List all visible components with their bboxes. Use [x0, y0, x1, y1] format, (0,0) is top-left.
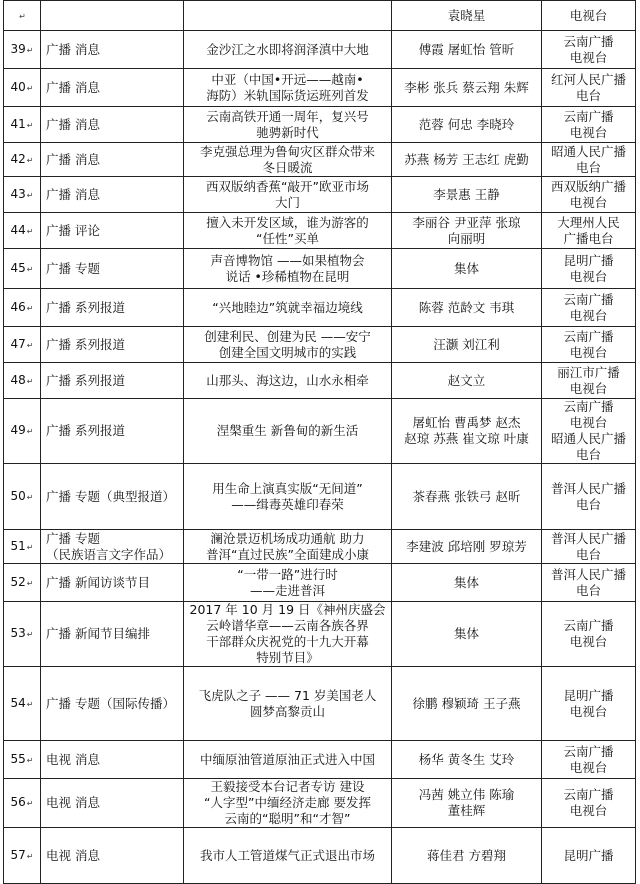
title-text: 擅入未开发区域，谁为游客的 — [206, 214, 369, 230]
unit-cell — [542, 667, 636, 741]
title-cell — [184, 741, 392, 779]
title-text: 李克强总理为鲁甸灾区群众带来 — [199, 143, 375, 159]
category-text: 广播 系列报道 — [46, 372, 125, 388]
authors-cell — [392, 249, 542, 289]
unit-text: 昭通人民广播 — [550, 431, 626, 446]
table-row — [4, 289, 636, 327]
paragraph-mark-icon: ↵ — [26, 699, 34, 709]
paragraph-mark-icon: ↵ — [26, 578, 34, 588]
paragraph-mark-icon: ↵ — [19, 11, 26, 21]
authors-text: 李彬 张兵 蔡云翔 朱辉 — [404, 79, 529, 95]
row-number-cell — [4, 667, 41, 741]
category-text: 广播 新闻访谈节目 — [46, 574, 150, 590]
unit-text: 电视台 — [569, 415, 608, 430]
category-cell — [41, 464, 184, 530]
paragraph-mark-icon: ↵ — [26, 427, 34, 436]
unit-text: 电视台 — [569, 7, 608, 23]
authors-cell — [392, 177, 542, 213]
row-number: 46 — [10, 299, 26, 314]
row-number-cell — [4, 530, 41, 564]
paragraph-mark-icon: ↵ — [26, 226, 34, 236]
category-text: 电视 消息 — [46, 847, 100, 863]
row-number-cell — [4, 779, 41, 828]
row-number-cell — [4, 399, 41, 464]
unit-cell — [542, 602, 636, 667]
title-text: “兴地睦边”筑就幸福边境线 — [212, 299, 363, 315]
unit-cell — [542, 779, 636, 828]
table-row — [4, 107, 636, 143]
title-text: 云南高铁开通一周年，复兴号 — [206, 108, 369, 124]
title-text: 特别节目》 — [256, 650, 319, 665]
title-text: 云南的“聪明”和“才智” — [224, 811, 351, 826]
authors-text: 李丽谷 尹亚萍 张琼 — [412, 214, 521, 230]
table-row — [4, 667, 636, 741]
unit-text: 电视台 — [569, 268, 608, 284]
category-text: 广播 专题（国际传播） — [46, 695, 175, 711]
authors-text: 李景惠 王静 — [433, 186, 500, 202]
row-number: 52 — [10, 574, 26, 589]
unit-cell — [542, 289, 636, 327]
authors-cell — [392, 779, 542, 828]
title-cell — [184, 464, 392, 530]
authors-text: 赵琼 苏燕 崔文琼 叶康 — [404, 431, 529, 446]
title-cell — [184, 327, 392, 363]
unit-cell — [542, 107, 636, 143]
row-number: 43 — [10, 186, 26, 201]
unit-text: 电视台 — [569, 634, 608, 649]
title-text: “一带一路”进行时 — [237, 566, 338, 582]
unit-text: 电视台 — [569, 124, 608, 140]
row-number-cell — [4, 107, 41, 143]
category-text: （民族语言文字作品） — [46, 546, 172, 562]
category-text: 广播 专题 — [46, 260, 100, 276]
table-row — [4, 602, 636, 667]
row-number: 53 — [10, 626, 26, 640]
unit-text: 云南广播 — [563, 291, 614, 307]
title-text: “任性”买单 — [256, 230, 319, 246]
authors-cell — [392, 828, 542, 884]
unit-text: 电台 — [575, 87, 601, 103]
title-cell — [184, 779, 392, 828]
paragraph-mark-icon: ↵ — [26, 630, 34, 639]
paragraph-mark-icon: ↵ — [26, 340, 34, 350]
table-row — [4, 399, 636, 464]
row-number-cell — [4, 31, 41, 69]
title-cell — [184, 249, 392, 289]
row-number: 57 — [10, 847, 26, 862]
title-text: 涅槃重生 新鲁甸的新生活 — [216, 423, 359, 438]
row-number-cell — [4, 741, 41, 779]
unit-cell — [542, 213, 636, 249]
category-cell — [41, 1, 184, 31]
authors-text: 集体 — [453, 626, 479, 641]
title-cell — [184, 363, 392, 399]
paragraph-mark-icon: ↵ — [26, 264, 34, 274]
paragraph-mark-icon: ↵ — [26, 799, 34, 808]
unit-text: 云南广播 — [563, 33, 614, 49]
unit-text: 昆明广播 — [563, 252, 614, 268]
row-number-cell — [4, 564, 41, 602]
category-cell — [41, 363, 184, 399]
title-text: 澜沧景迈机场成功通航 助力 — [210, 530, 365, 546]
category-text: 广播 消息 — [46, 116, 100, 132]
unit-text: 普洱人民广播 — [550, 480, 626, 496]
title-cell — [184, 143, 392, 177]
category-text: 广播 系列报道 — [46, 336, 125, 352]
title-text: 普洱“直过民族”全面建成小康 — [206, 546, 369, 562]
authors-text: 范蓉 何忠 李晓玲 — [418, 116, 515, 132]
row-number: 41 — [10, 116, 26, 131]
authors-cell — [392, 741, 542, 779]
title-cell — [184, 31, 392, 69]
unit-text: 普洱人民广播 — [550, 530, 626, 546]
authors-text: 李建波 邱培刚 罗琼芳 — [406, 538, 527, 554]
unit-text: 电台 — [575, 447, 601, 462]
row-number: 56 — [10, 795, 26, 809]
unit-cell — [542, 143, 636, 177]
row-number-cell — [4, 464, 41, 530]
title-text: ——缉毒英雄印春荣 — [231, 496, 344, 512]
unit-text: 电台 — [575, 582, 601, 598]
unit-cell — [542, 828, 636, 884]
title-cell — [184, 213, 392, 249]
row-number-cell — [4, 289, 41, 327]
category-cell — [41, 31, 184, 69]
row-number: 48 — [10, 372, 26, 387]
row-number-cell — [4, 602, 41, 667]
authors-text: 集体 — [453, 260, 479, 276]
title-cell — [184, 69, 392, 107]
authors-text: 徐鹏 穆颖琦 王子燕 — [412, 695, 521, 711]
paragraph-mark-icon: ↵ — [26, 851, 34, 861]
category-cell — [41, 564, 184, 602]
table-row — [4, 363, 636, 399]
authors-cell — [392, 107, 542, 143]
table-row — [4, 564, 636, 602]
authors-cell — [392, 213, 542, 249]
unit-text: 昆明广播 — [563, 687, 614, 703]
category-cell — [41, 667, 184, 741]
title-text: 声音博物馆 ——如果植物会 — [210, 252, 365, 268]
title-cell — [184, 399, 392, 464]
unit-cell — [542, 31, 636, 69]
unit-cell — [542, 1, 636, 31]
authors-cell — [392, 327, 542, 363]
unit-text: 电台 — [575, 159, 601, 175]
unit-text: 电台 — [575, 546, 601, 562]
authors-cell — [392, 399, 542, 464]
unit-text: 电视台 — [569, 703, 608, 719]
table-row — [4, 213, 636, 249]
title-text: 驰骋新时代 — [256, 124, 319, 140]
unit-text: 普洱人民广播 — [550, 566, 626, 582]
authors-text: 向丽明 — [447, 230, 486, 246]
category-cell — [41, 779, 184, 828]
row-number: 39 — [10, 41, 26, 56]
unit-text: 电视台 — [569, 759, 608, 775]
title-cell — [184, 177, 392, 213]
unit-text: 西双版纳广播 — [550, 178, 626, 194]
table-row — [4, 828, 636, 884]
authors-text: 苏燕 杨芳 王志红 虎勤 — [404, 151, 529, 167]
row-number: 50 — [10, 488, 26, 503]
unit-cell — [542, 327, 636, 363]
title-cell — [184, 667, 392, 741]
table-row — [4, 69, 636, 107]
authors-text: 茶春燕 张铁弓 赵昕 — [412, 488, 521, 504]
paragraph-mark-icon: ↵ — [26, 83, 34, 93]
category-cell — [41, 289, 184, 327]
category-cell — [41, 107, 184, 143]
title-text: 创建利民、创建为民 ——安宁 — [204, 328, 371, 344]
category-text: 广播 评论 — [46, 222, 100, 238]
title-text: 王毅接受本台记者专访 建设 — [210, 779, 365, 794]
authors-text: 傅霞 屠虹怡 管昕 — [418, 41, 515, 57]
title-text: 西双版纳香蕉“敲开”欧亚市场 — [206, 178, 369, 194]
unit-text: 电台 — [575, 496, 601, 512]
category-text: 电视 消息 — [46, 795, 100, 810]
unit-text: 云南广播 — [563, 399, 614, 414]
authors-text: 冯茜 姚立伟 陈瑜 — [418, 787, 515, 802]
category-text: 广播 消息 — [46, 79, 100, 95]
unit-text: 电视台 — [569, 380, 608, 396]
title-text: 干部群众庆祝党的十九大开幕 — [206, 634, 369, 649]
row-number-cell — [4, 327, 41, 363]
unit-cell — [542, 530, 636, 564]
authors-cell — [392, 69, 542, 107]
category-cell — [41, 177, 184, 213]
category-cell — [41, 213, 184, 249]
title-cell — [184, 602, 392, 667]
unit-text: 云南广播 — [563, 787, 614, 802]
unit-text: 云南广播 — [563, 743, 614, 759]
paragraph-mark-icon: ↵ — [26, 492, 34, 502]
unit-cell — [542, 177, 636, 213]
unit-cell — [542, 564, 636, 602]
paragraph-mark-icon: ↵ — [26, 303, 34, 313]
paragraph-mark-icon: ↵ — [26, 120, 34, 130]
unit-text: 云南广播 — [563, 618, 614, 633]
award-list-table — [3, 0, 636, 884]
title-text: 中亚（中国•开远——越南• — [211, 71, 364, 87]
table-row — [4, 779, 636, 828]
authors-text: 蒋佳君 方碧翔 — [427, 847, 506, 863]
unit-text: 云南广播 — [563, 328, 614, 344]
title-text: 冬日暖流 — [262, 159, 313, 175]
row-number-cell — [4, 69, 41, 107]
title-text: 金沙江之水即将润泽滇中大地 — [206, 41, 369, 57]
authors-text: 集体 — [453, 574, 479, 590]
unit-text: 红河人民广播 — [550, 71, 626, 87]
authors-cell — [392, 1, 542, 31]
row-number-cell — [4, 143, 41, 177]
title-text: 飞虎队之子 —— 71 岁美国老人 — [198, 687, 377, 703]
unit-cell — [542, 399, 636, 464]
title-text: 山那头、海这边，山水永相牵 — [206, 372, 369, 388]
authors-text: 陈蓉 范龄文 韦琪 — [418, 299, 515, 315]
category-cell — [41, 249, 184, 289]
row-number-cell — [4, 363, 41, 399]
category-cell — [41, 828, 184, 884]
table-row — [4, 530, 636, 564]
title-text: “人字型”中缅经济走廊 要发挥 — [204, 795, 371, 810]
table-row — [4, 31, 636, 69]
title-text: 创建全国文明城市的实践 — [218, 344, 357, 360]
row-number: 55 — [10, 751, 26, 766]
unit-cell — [542, 363, 636, 399]
category-text: 广播 新闻节目编排 — [46, 626, 150, 641]
title-text: 圆梦高黎贡山 — [249, 703, 325, 719]
row-number: 42 — [10, 151, 26, 166]
paragraph-mark-icon: ↵ — [26, 155, 34, 165]
table-row — [4, 143, 636, 177]
title-text: 海防）米轨国际货运班列首发 — [206, 87, 369, 103]
title-text: 2017 年 10 月 19 日《神州庆盛会 — [189, 602, 386, 617]
category-text: 广播 消息 — [46, 41, 100, 57]
unit-text: 丽江市广播 — [557, 364, 620, 380]
authors-cell — [392, 363, 542, 399]
paragraph-mark-icon: ↵ — [26, 376, 34, 386]
unit-cell — [542, 464, 636, 530]
category-cell — [41, 530, 184, 564]
unit-cell — [542, 69, 636, 107]
category-text: 广播 系列报道 — [46, 423, 125, 438]
category-cell — [41, 143, 184, 177]
authors-text: 汪灏 刘江利 — [433, 336, 500, 352]
row-number: 44 — [10, 222, 26, 237]
row-number: 54 — [10, 695, 26, 710]
title-cell — [184, 564, 392, 602]
row-number: 45 — [10, 260, 26, 275]
paragraph-mark-icon: ↵ — [26, 755, 34, 765]
title-text: 说话 •珍稀植物在昆明 — [225, 268, 350, 284]
authors-cell — [392, 464, 542, 530]
title-text: 大门 — [274, 194, 300, 210]
unit-text: 电视台 — [569, 49, 608, 65]
authors-cell — [392, 289, 542, 327]
authors-text: 董桂辉 — [447, 803, 486, 818]
unit-text: 电视台 — [569, 344, 608, 360]
title-cell — [184, 107, 392, 143]
unit-text: 云南广播 — [563, 108, 614, 124]
authors-text: 屠虹怡 曹禹梦 赵杰 — [412, 415, 521, 430]
row-number: 40 — [10, 79, 26, 94]
row-number-cell — [4, 249, 41, 289]
title-text: ——走进普洱 — [249, 582, 325, 598]
row-number: 49 — [10, 423, 26, 437]
row-number-cell — [4, 828, 41, 884]
paragraph-mark-icon: ↵ — [26, 45, 34, 55]
category-cell — [41, 741, 184, 779]
unit-text: 大理州人民 — [557, 214, 620, 230]
unit-text: 电视台 — [569, 194, 608, 210]
table-row — [4, 327, 636, 363]
row-number: 51 — [10, 538, 26, 553]
category-text: 广播 系列报道 — [46, 299, 125, 315]
category-text: 广播 消息 — [46, 186, 100, 202]
category-cell — [41, 602, 184, 667]
paragraph-mark-icon: ↵ — [26, 542, 34, 552]
row-number: 47 — [10, 336, 26, 351]
unit-text: 昆明广播 — [563, 847, 614, 863]
unit-cell — [542, 249, 636, 289]
row-number-cell — [4, 1, 41, 31]
table-row — [4, 249, 636, 289]
authors-cell — [392, 143, 542, 177]
authors-text: 袁晓星 — [447, 7, 486, 23]
authors-cell — [392, 31, 542, 69]
row-number-cell — [4, 177, 41, 213]
title-cell — [184, 1, 392, 31]
paragraph-mark-icon: ↵ — [26, 190, 34, 200]
table-body — [4, 1, 636, 884]
authors-cell — [392, 564, 542, 602]
category-cell — [41, 69, 184, 107]
authors-text: 赵文立 — [447, 372, 486, 388]
unit-cell — [542, 741, 636, 779]
title-cell — [184, 530, 392, 564]
table-row — [4, 741, 636, 779]
title-text: 云岭谱华章——云南各族各界 — [206, 618, 369, 633]
category-text: 电视 消息 — [46, 751, 100, 767]
table-row — [4, 1, 636, 31]
row-number-cell — [4, 213, 41, 249]
title-text: 我市人工管道煤气正式退出市场 — [199, 847, 375, 863]
unit-text: 昭通人民广播 — [550, 143, 626, 159]
table-row — [4, 177, 636, 213]
unit-text: 广播电台 — [563, 230, 614, 246]
category-cell — [41, 399, 184, 464]
authors-cell — [392, 602, 542, 667]
authors-cell — [392, 667, 542, 741]
category-cell — [41, 327, 184, 363]
title-cell — [184, 828, 392, 884]
authors-text: 杨华 黄冬生 艾玲 — [418, 751, 515, 767]
table-row — [4, 464, 636, 530]
category-text: 广播 专题 — [46, 530, 100, 546]
title-text: 中缅原油管道原油正式进入中国 — [199, 751, 375, 767]
title-text: 用生命上演真实版“无间道” — [212, 480, 363, 496]
unit-text: 电视台 — [569, 307, 608, 323]
unit-text: 电视台 — [569, 803, 608, 818]
category-text: 广播 消息 — [46, 151, 100, 167]
title-cell — [184, 289, 392, 327]
authors-cell — [392, 530, 542, 564]
category-text: 广播 专题（典型报道） — [46, 488, 175, 504]
